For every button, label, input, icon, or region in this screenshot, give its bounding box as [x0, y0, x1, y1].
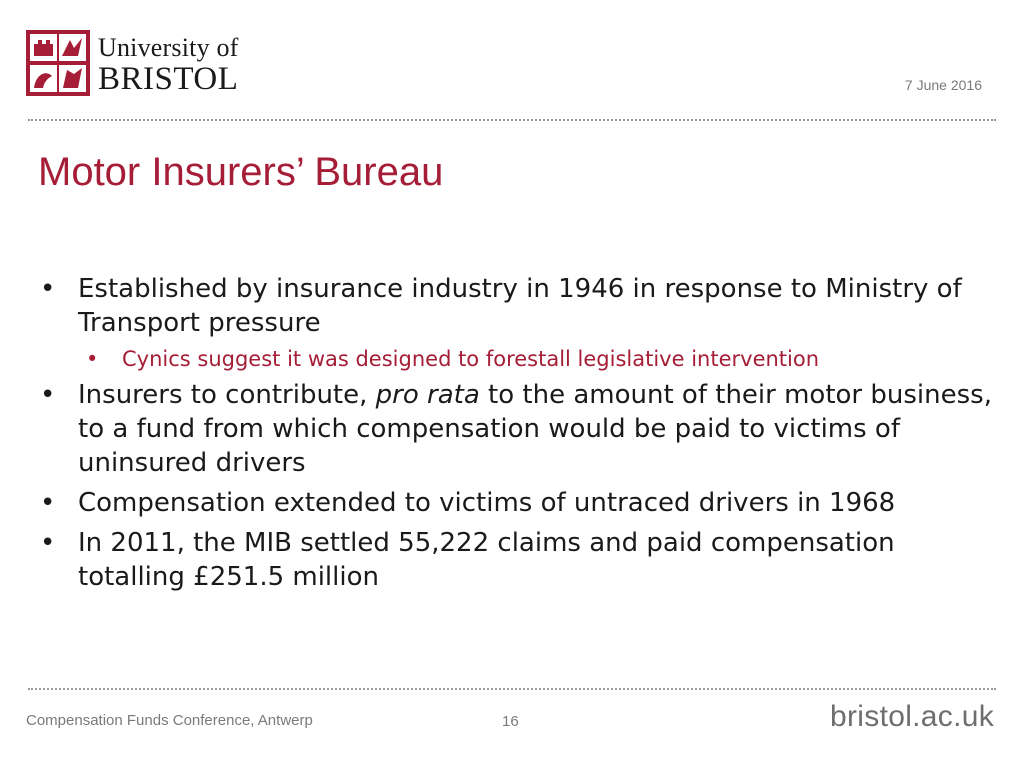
bullet-text: Established by insurance industry in 1946 in response to Ministry of Transport pressure — [78, 274, 962, 338]
bullet-list — [38, 272, 998, 600]
bullet-text-italic: pro rata — [375, 380, 480, 410]
bullet-item — [38, 272, 998, 340]
logo-wordmark — [98, 34, 239, 96]
sub-bullet-text: Cynics suggest it was designed to forestall legislative intervention — [122, 347, 820, 371]
footer-website: bristol.ac.uk — [830, 700, 994, 733]
bullet-marker: • — [40, 380, 56, 410]
sub-bullet-marker: • — [86, 347, 99, 371]
bullet-marker: • — [40, 528, 56, 558]
bullet-marker: • — [40, 274, 56, 304]
bullet-marker: • — [40, 488, 56, 518]
footer-conference: Compensation Funds Conference, Antwerp — [26, 712, 313, 729]
sub-bullet-item — [38, 344, 998, 374]
bullet-item — [38, 486, 998, 520]
page-number: 16 — [502, 713, 519, 730]
bullet-text-start: Insurers to contribute, — [78, 380, 376, 410]
bullet-item — [38, 378, 998, 480]
logo-line2: BRISTOL — [98, 61, 239, 97]
slide-date: 7 June 2016 — [904, 77, 982, 93]
slide-title: Motor Insurers’ Bureau — [38, 150, 444, 194]
bullet-text-end: to the amount of their motor business, to a fund from which compensation would be paid to victims of uninsured drivers — [78, 380, 992, 478]
footer-divider — [28, 688, 996, 690]
bullet-item — [38, 526, 998, 594]
bullet-text: In 2011, the MIB settled 55,222 claims and paid compensation totalling £251.5 million — [78, 528, 895, 592]
header-divider — [28, 119, 996, 121]
university-logo — [26, 30, 256, 98]
bullet-text: Compensation extended to victims of untraced drivers in 1968 — [78, 488, 896, 518]
university-crest-icon — [26, 30, 90, 96]
logo-line1: University of — [98, 33, 239, 62]
